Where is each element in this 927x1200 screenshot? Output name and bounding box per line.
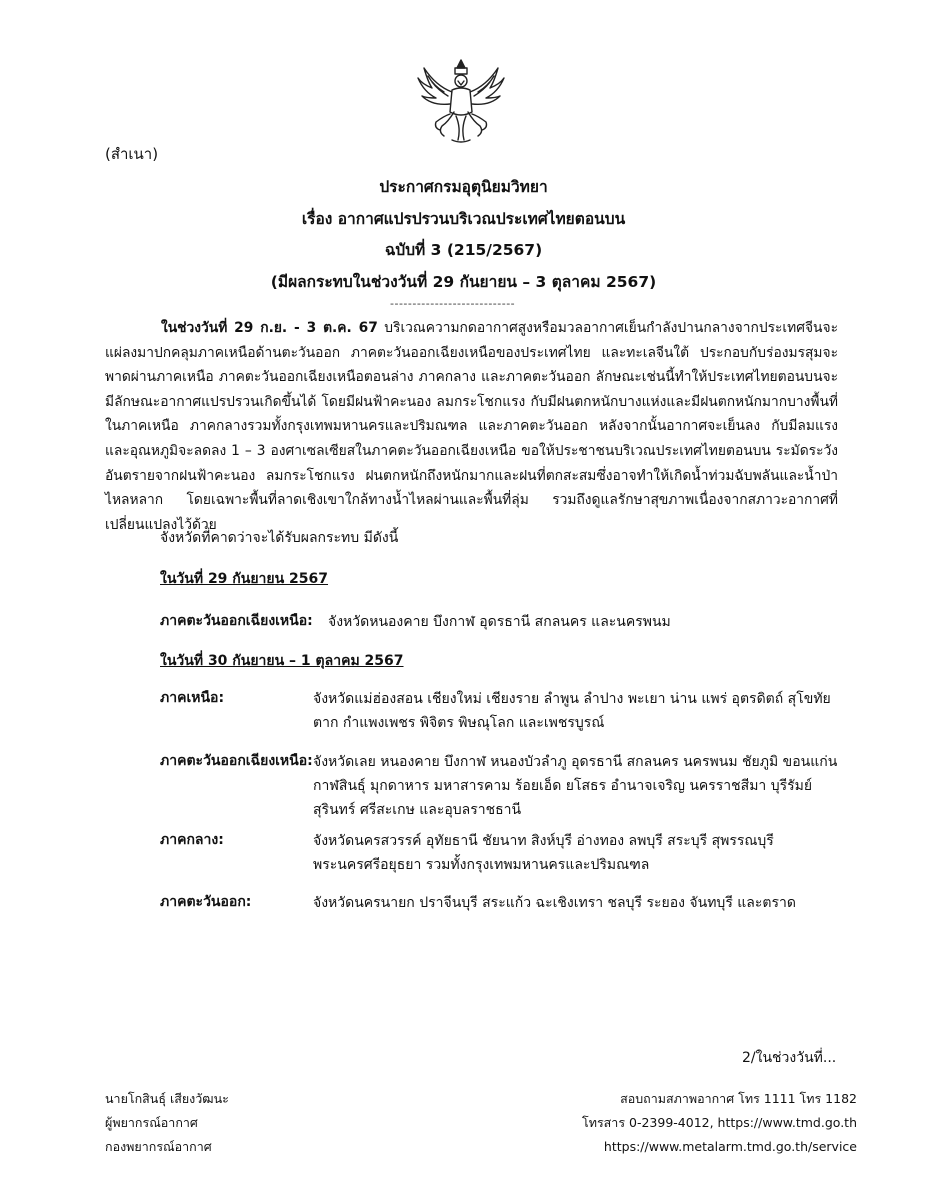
contact-fax-website[interactable]: โทรสาร 0-2399-4012, https://www.tmd.go.th (582, 1115, 857, 1130)
main-paragraph (105, 316, 838, 537)
contact-service-link[interactable]: https://www.metalarm.tmd.go.th/service (603, 1139, 857, 1154)
title-issue-number: ฉบับที่ 3 (215/2567) (384, 241, 543, 259)
paragraph-text: บริเวณความกดอากาศสูงหรือมวลอากาศเย็นกำลังปานกลางจากประเทศจีนจะแผ่ลงมาปกคลุมภาคเหนือด้านตะวันออก ภาคตะวันออกเฉียงเหนือของประเทศไทย และทะเลจีนใต้ ประกอบกับร่องมรสุมจะพาดผ่านภาคเหนือ ภาคตะวันออกเฉียงเหนือตอนล่าง ภาคกลาง และภาคตะวันออก ลักษณะเช่นนี้ทำให้ประเทศไทยตอนบนจะมีลักษณะอากาศแปรปรวนเกิดขึ้นได้ โดยมีฝนฟ้าคะนอง ลมกระโชกแรง กับมีฝนตกหนักบางแห่งและมีฝนตกหนักมากบางพื้นที่ในภาคเหนือ ภาคกลางรวมทั้งกรุงเทพมหานครและปริมณฑล และภาคตะวันออก หลังจากนั้นอากาศจะเย็นลง กับมีลมแรง และอุณหภูมิจะลดลง 1 – 3 องศาเซลเซียสในภาคตะวันออกเฉียงเหนือ ขอให้ประชาชนบริเวณประเทศไทยตอนบน ระมัดระวังอันตรายจากฝนฟ้าคะนอง ลมกระโชกแรง ฝนตกหนักถึงหนักมากและฝนที่ตกสะสมซึ่งอาจทำให้เกิดน้ำท่วมฉับพลันและน้ำป่าไหลหลาก โดยเฉพาะพื้นที่ลาดเชิงเขาใกล้ทางน้ำไหลผ่านและพื้นที่ลุ่ม รวมถึงดูแลรักษาสุขภาพเนื่องจากสภาวะอากาศที่เปลี่ยนแปลงไว้ด้วย (105, 320, 838, 533)
affected-provinces-intro: จังหวัดที่คาดว่าจะได้รับผลกระทบ มีดังนี้ (160, 530, 399, 546)
paragraph-lead: ในช่วงวันที่ 29 ก.ย. - 3 ต.ค. 67 (161, 320, 378, 336)
region-provinces: จังหวัดนครสวรรค์ อุทัยธานี ชัยนาท สิงห์บุรี อ่างทอง ลพบุรี สระบุรี สุพรรณบุรี พระนครศรีอยุธยา รวมทั้งกรุงเทพมหานครและปริมณฑล (313, 833, 774, 873)
region-provinces: จังหวัดหนองคาย บึงกาฬ อุดรธานี สกลนคร และนครพนม (328, 614, 671, 630)
region-label: ภาคตะวันออกเฉียงเหนือ: (160, 753, 313, 769)
day1-heading: ในวันที่ 29 กันยายน 2567 (160, 571, 329, 587)
title-subject: เรื่อง อากาศแปรปรวนบริเวณประเทศไทยตอนบน (301, 209, 626, 228)
title-agency: ประกาศกรมอุตุนิยมวิทยา (379, 178, 548, 196)
region-provinces: จังหวัดเลย หนองคาย บึงกาฬ หนองบัวลำภู อุดรธานี สกลนคร นครพนม ชัยภูมิ ขอนแก่น กาฬสินธุ์ มุกดาหาร มหาสารคาม ร้อยเอ็ด ยโสธร อำนาจเจริญ นครราชสีมา บุรีรัมย์ สุรินทร์ ศรีสะเกษ และอุบลราชธานี (313, 754, 838, 818)
announcement-title (0, 172, 927, 298)
region-provinces: จังหวัดแม่ฮ่องสอน เชียงใหม่ เชียงราย ลำพูน ลำปาง พะเยา น่าน แพร่ อุตรดิตถ์ สุโขทัย ตาก กำแพงเพชร พิจิตร พิษณุโลก และเพชรบูรณ์ (313, 691, 831, 731)
footer-contact (582, 1087, 857, 1159)
region-label: ภาคตะวันออกเฉียงเหนือ: (160, 613, 313, 629)
region-provinces: จังหวัดนครนายก ปราจีนบุรี สระแก้ว ฉะเชิงเทรา ชลบุรี ระยอง จันทบุรี และตราด (313, 895, 796, 911)
title-divider: ---------------------------- (390, 297, 516, 310)
forecaster-name: นายโกสินธุ์ เสียงวัฒนะ (105, 1091, 229, 1106)
region-label: ภาคเหนือ: (160, 690, 225, 706)
region-label: ภาคกลาง: (160, 832, 224, 848)
contact-phone: สอบถามสภาพอากาศ โทร 1111 โทร 1182 (620, 1091, 857, 1106)
forecaster-title: ผู้พยากรณ์อากาศ (105, 1115, 198, 1130)
footer-signature (105, 1087, 229, 1159)
forecaster-division: กองพยากรณ์อากาศ (105, 1139, 212, 1154)
next-page-marker: 2/ในช่วงวันที่... (742, 1050, 837, 1066)
region-label: ภาคตะวันออก: (160, 894, 252, 910)
title-effective-period: (มีผลกระทบในช่วงวันที่ 29 กันยายน – 3 ตุลาคม 2567) (270, 272, 657, 291)
garuda-emblem-icon (414, 56, 508, 146)
day2-heading: ในวันที่ 30 กันยายน – 1 ตุลาคม 2567 (160, 653, 404, 669)
copy-mark: (สำเนา) (105, 145, 159, 163)
